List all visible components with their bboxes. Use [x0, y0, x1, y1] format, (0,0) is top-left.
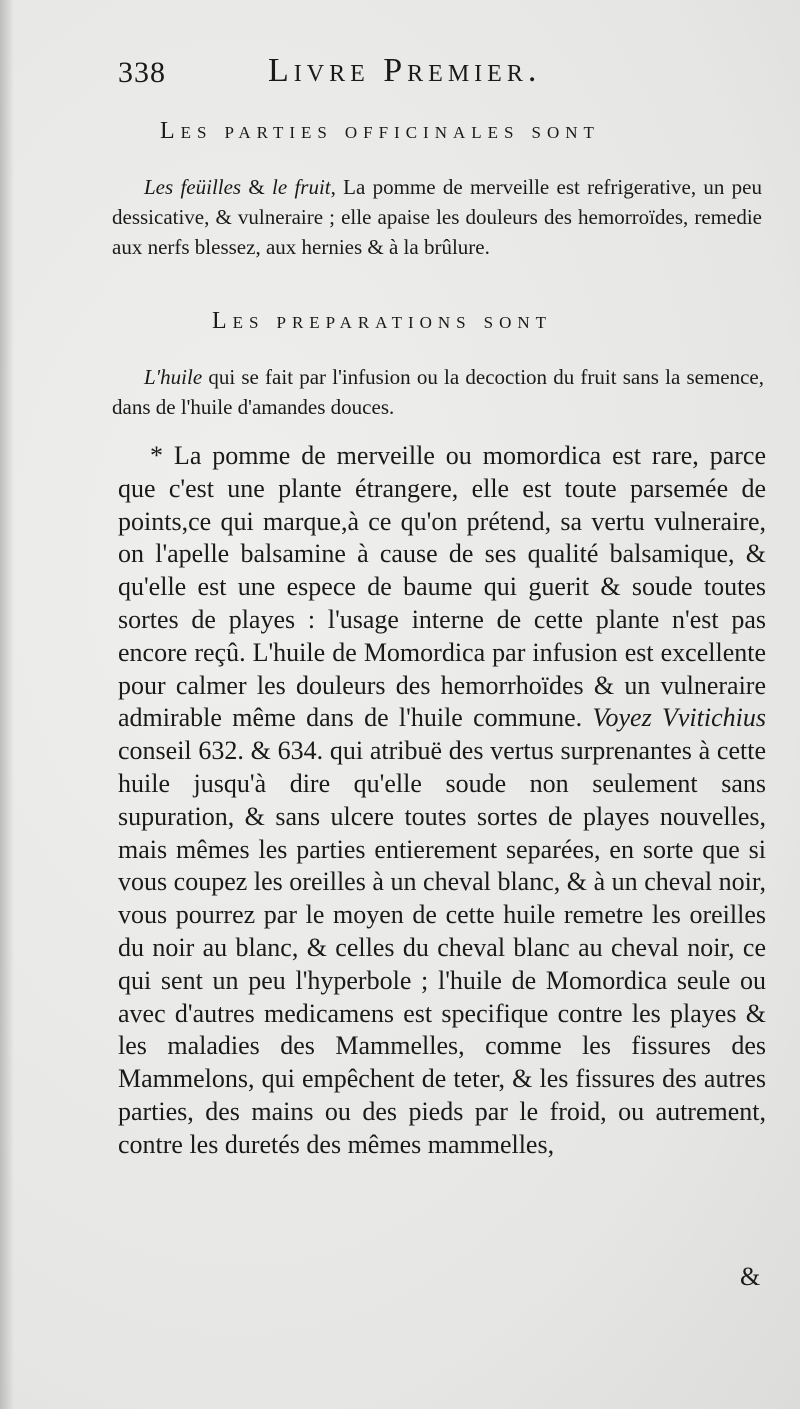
paragraph-lead-term: Les feüilles	[144, 175, 242, 199]
note-text-before: * La pomme de merveille ou momordica est rare, parce que c'est une plante étrangere, elle est toute parsemée de points,ce qui marque,à ce qu'on prétend, sa vertu vulneraire, on l'apelle balsamine à cause de ses qualité balsamique, & qu'elle est une espece de baume qui guerit & soude toutes sortes de playes : l'usage interne de cette plante n'est pas encore reçû. L'huile de Momordica par infusion est excellente pour calmer les douleurs des hemorrhoïdes & un vulneraire admirable même dans de l'huile commune.	[118, 441, 766, 733]
page-gutter-shadow	[0, 0, 14, 1409]
paragraph-text: qui se fait par l'infusion ou la decoction du fruit sans la semence, dans de l'huile d'amandes douces.	[112, 365, 764, 419]
catchword: &	[740, 1262, 761, 1291]
page-header	[118, 52, 618, 102]
paragraph-lead-term: le fruit	[272, 175, 331, 199]
paragraph-officinal-parts	[112, 172, 762, 262]
ampersand: &	[248, 175, 265, 199]
note-citation: Voyez Vvitichius	[592, 703, 766, 733]
note-text-after: conseil 632. & 634. qui atribuë des vertus surprenantes à cette huile jusqu'à dire qu'elle soude non seulement sans supuration, & sans ulcere toutes sortes de playes nouvelles, mais mêmes les parties entierement separées, en sorte que si vous coupez les oreilles à un cheval blanc, & à un cheval noir, vous pourrez par le moyen de cette huile remetre les oreilles du noir au blanc, & celles du cheval blanc au cheval noir, ce qui sent un peu l'hyperbole ; l'huile de Momordica seule ou avec d'autres medicamens est specifique contre les playes & les maladies des Mammelles, comme les fissures des Mammelons, qui empêchent de teter, & les fissures des autres parties, des mains ou des pieds par le froid, ou autrement, contre les duretés des mêmes mammelles,	[118, 736, 766, 1159]
annotation-note	[118, 440, 766, 1162]
running-title: Livre Premier.	[268, 52, 542, 89]
paragraph-preparations	[112, 362, 764, 422]
section-heading-officinal-parts: Les parties officinales sont	[160, 118, 600, 144]
section-heading-preparations: Les preparations sont	[212, 308, 553, 334]
page-number: 338	[118, 56, 166, 89]
paragraph-text: , La pomme de merveille est refrigerative, un peu dessicative, & vulneraire ; elle apaise les douleurs des hemorroïdes, remedie aux nerfs blessez, aux hernies & à la brûlure.	[112, 175, 762, 259]
paragraph-lead-term: L'huile	[144, 365, 203, 389]
